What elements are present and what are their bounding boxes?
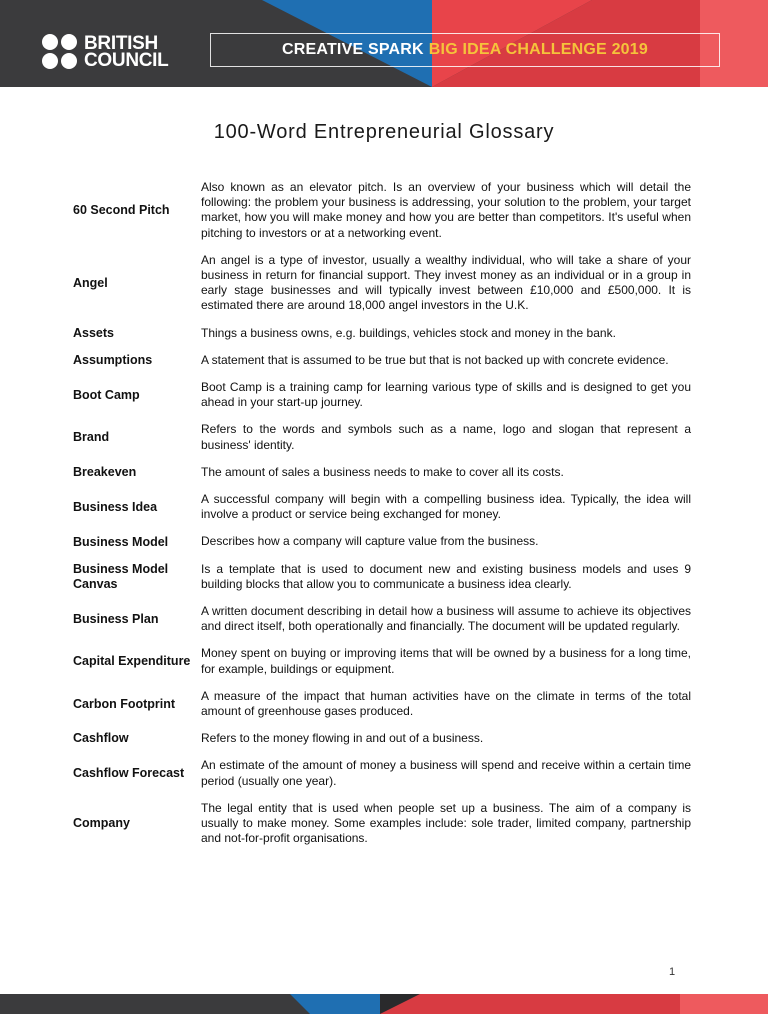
glossary-definition: Refers to the money flowing in and out of a business. xyxy=(201,731,484,746)
glossary-term: Carbon Footprint xyxy=(73,696,176,711)
glossary-row xyxy=(73,534,691,549)
glossary-definition: A written document describing in detail how a business will assume to achieve its objectives and direct itself, both operationally and financially. The document will be updated regularly. xyxy=(201,604,691,634)
glossary-term: Business Idea xyxy=(73,499,158,514)
glossary-row xyxy=(73,492,691,522)
glossary-definition: Boot Camp is a training camp for learning various type of skills and is designed to get you ahead in your start-up journey. xyxy=(201,380,691,410)
challenge-title-box xyxy=(210,33,720,67)
glossary-row xyxy=(73,801,691,847)
glossary-term: Assets xyxy=(73,325,114,340)
glossary-definition: The legal entity that is used when people set up a business. The aim of a company is usually to make money. Some examples include: sole trader, limited company, partnership and not-for-profit organisations. xyxy=(201,800,691,846)
glossary-row xyxy=(73,253,691,314)
glossary-row xyxy=(73,353,691,368)
logo-dots-icon xyxy=(42,34,78,70)
glossary-definition: A measure of the impact that human activities have on the climate in terms of the total amount of greenhouse gases produced. xyxy=(201,688,691,719)
glossary-definition: A statement that is assumed to be true but that is not backed up with concrete evidence. xyxy=(201,352,669,367)
glossary-term: Angel xyxy=(73,275,108,290)
challenge-title-white: CREATIVE SPARK xyxy=(282,41,424,58)
page-number: 1 xyxy=(669,966,676,978)
glossary-definition: The amount of sales a business needs to make to cover all its costs. xyxy=(201,464,564,479)
glossary-term: Business Plan xyxy=(73,611,159,626)
glossary-row xyxy=(73,758,691,788)
british-council-logo xyxy=(42,34,168,70)
glossary-row xyxy=(73,562,691,592)
glossary-row xyxy=(73,646,691,676)
glossary-definition: An estimate of the amount of money a business will spend and receive within a certain time period (usually one year). xyxy=(201,758,691,788)
glossary-definition: A successful company will begin with a compelling business idea. Typically, the idea will involve a product or service being exchanged for money. xyxy=(201,492,691,522)
footer-band-graphic xyxy=(0,994,768,1014)
logo-wordmark: BRITISH COUNCIL xyxy=(84,33,169,71)
glossary-definition: Also known as an elevator pitch. Is an overview of your business which will detail the following: the problem your business is addressing, your solution to the problem, your target market, how you will make money and how you are better than competitors. It's useful when pitching to investors or at a networking event. xyxy=(201,180,691,240)
glossary-row xyxy=(73,422,691,452)
header-banner xyxy=(0,0,768,87)
glossary-term: Company xyxy=(73,816,130,831)
glossary-definition: Money spent on buying or improving items that will be owned by a business for a long time, for example, buildings or equipment. xyxy=(201,646,691,676)
glossary-definition: Things a business owns, e.g. buildings, vehicles stock and money in the bank. xyxy=(201,325,616,340)
glossary-row xyxy=(73,380,691,410)
glossary-row xyxy=(73,465,691,480)
glossary-term: Assumptions xyxy=(73,352,153,367)
glossary-definition: Describes how a company will capture value from the business. xyxy=(201,534,539,549)
glossary-row xyxy=(73,731,691,746)
glossary-term: Boot Camp xyxy=(73,387,140,402)
glossary-definition: An angel is a type of investor, usually a wealthy individual, who will take a share of your business in return for financial support. They invest money as an individual or in a group in early stage businesses and will typically invest between £10,000 and £500,000. It is estimated there are around 18,000 angel investors in the U.K. xyxy=(201,252,691,313)
glossary-term: Business Model Canvas xyxy=(73,561,169,591)
challenge-title-yellow: BIG IDEA CHALLENGE 2019 xyxy=(428,41,648,58)
glossary-definition: Refers to the words and symbols such as a name, logo and slogan that represent a business' identity. xyxy=(201,422,691,452)
glossary-row xyxy=(73,604,691,634)
glossary-term: Brand xyxy=(73,430,110,445)
page-title: 100-Word Entrepreneurial Glossary xyxy=(213,121,555,143)
glossary-term: Cashflow Forecast xyxy=(73,766,185,781)
glossary-term: 60 Second Pitch xyxy=(73,202,170,217)
glossary-term: Cashflow xyxy=(73,731,129,746)
glossary-term: Breakeven xyxy=(73,464,137,479)
glossary-definition: Is a template that is used to document new and existing business models and uses 9 building blocks that allow you to communicate a business idea clearly. xyxy=(201,561,691,591)
glossary-list xyxy=(73,180,691,859)
glossary-row xyxy=(73,689,691,719)
glossary-term: Business Model xyxy=(73,534,169,549)
glossary-row xyxy=(73,326,691,341)
glossary-term: Capital Expenditure xyxy=(73,654,191,669)
glossary-row xyxy=(73,180,691,241)
